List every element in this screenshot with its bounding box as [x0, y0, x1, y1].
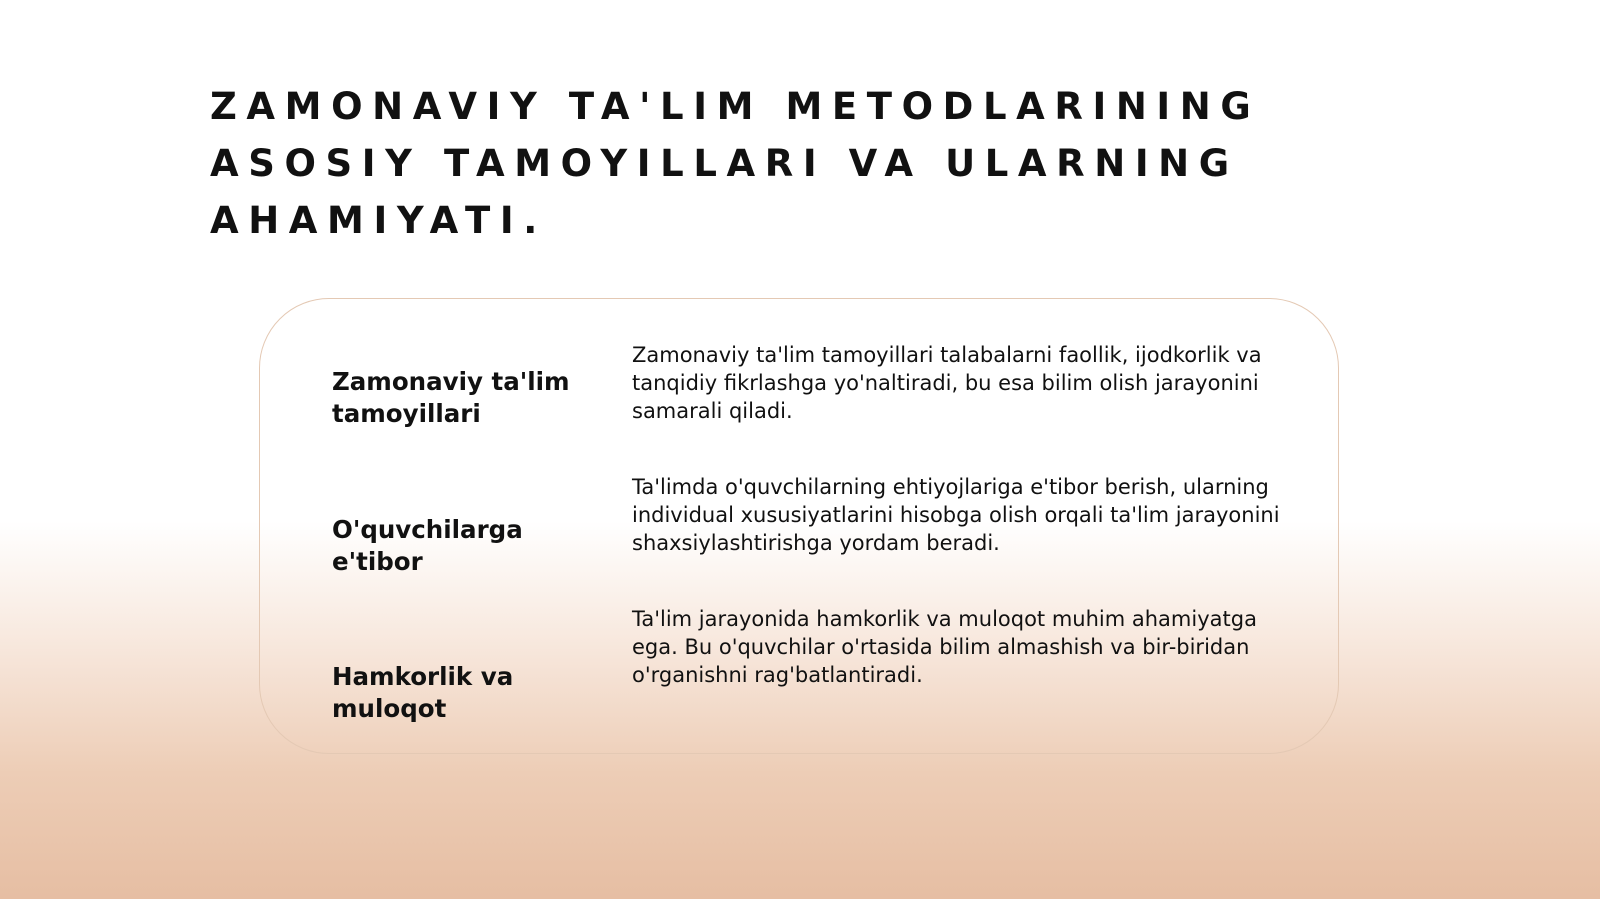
- principle-label: O'quvchilarga e'tibor: [332, 515, 523, 576]
- principle-label: Hamkorlik va muloqot: [332, 662, 514, 723]
- principle-description: Ta'limda o'quvchilarning ehtiyojlariga e'tibor berish, ularning individual xususiyatlarini hisobga olish orqali ta'lim jarayonini shaxsiylashtirishga yordam beradi.: [632, 475, 1280, 555]
- principle-label: Zamonaviy ta'lim tamoyillari: [332, 367, 570, 428]
- principle-description: Zamonaviy ta'lim tamoyillari talabalarni faollik, ijodkorlik va tanqidiy fikrlashga yo'naltiradi, bu esa bilim olish jarayonini samarali qiladi.: [632, 343, 1262, 423]
- slide-title: ZAMONAVIY TA'LIM METODLARINING ASOSIY TAMOYILLARI VA ULARNING AHAMIYATI.: [210, 85, 1261, 242]
- principles-card: [259, 298, 1339, 754]
- principle-description: Ta'lim jarayonida hamkorlik va muloqot muhim ahamiyatga ega. Bu o'quvchilar o'rtasida bilim almashish va bir-biridan o'rganishni rag'batlantiradi.: [632, 607, 1257, 687]
